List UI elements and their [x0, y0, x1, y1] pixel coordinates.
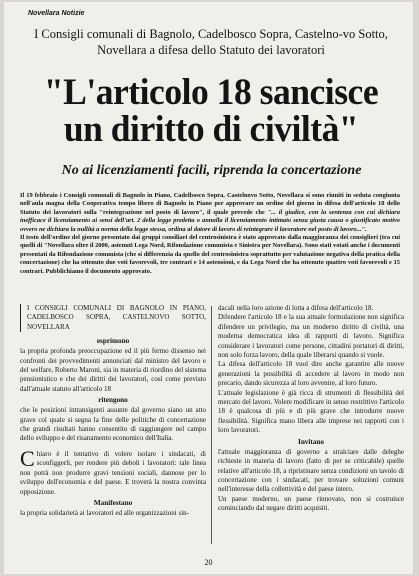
subhead-ritengono: ritengono — [98, 396, 128, 405]
section-label: Novellara Notizie — [28, 10, 85, 17]
subhead-invitano: Invitano — [298, 437, 324, 446]
subhead-esprimono: esprimono — [96, 337, 130, 346]
column-divider — [211, 306, 212, 544]
left-paragraph-2: che le posizioni intransigenti assunte dal governo siano un atto grave col quale si segna la fine delle politiche di concertazione che grandi risultati hanno consentito di raggiungere nel campo dello sviluppo e del risanamento economico dell'Italia. — [20, 406, 206, 443]
right-paragraph-1: dacali nella loro azione di lotta a difesa dell'articolo 18. — [218, 304, 374, 312]
headline: "L'articolo 18 sancisce un diritto di civiltà" — [43, 72, 379, 150]
lead-text-1: Il 19 febbraio i Consigli comunali di Bagnolo in Piano, Cadelbosco Sopra, Castelnovo Sotto, Novellara si sono riuniti in seduta congiunta nell'aula magna della Cooperativa tempo libero di Bagnolo in Piano per approvare un ordine del giorno in difesa dell'articolo 18 dello Statuto dei lavoratori sulla "reintegrazione nel posto di lavoro", il quale prevede che — [20, 192, 400, 216]
right-paragraph-6: Un paese moderno, un paese rinnovato, non si costruisce cominciando dal negare diritti acquisiti. — [218, 494, 404, 513]
right-paragraph-4: L'attuale legislazione è già ricca di strumenti di flessibilità del mercato del lavoro. Volere modificare in senso restrittivo l'articolo 18 è qualcosa di più e di più grave che introdurre nuove flessibilità. Significa mano libera alle imprese nei rapporti con i loro lavoratori. — [218, 388, 404, 435]
lead-quote: "... il giudice, con la sentenza con cui dichiara inefficace il licenziamento ai sensi dell'art. 2 della legge predetta o annulla il licenziamento intimato senza giusta causa o giustificato motivo ovvero ne dichiara la nullità a norma della legge stessa, ordina al datore di lavoro di reintegrare il lavoratore nel posto di lavoro...". — [20, 208, 400, 233]
drop-cap: C — [20, 445, 35, 471]
lead-text-2: Il testo dell'ordine del giorno presentato dai gruppi consiliari del centrosinistra è stato approvato dalla maggioranza dei consiglieri (tra cui quelli di "Novellara oltre il 2000, astenuti Lega Nord, Rifondazione comunista e Sinistra per Novellara). Sono stati votati anche i documenti presentati da Rifondazione comunista (che si differenzia da quello del centrosinistra soprattutto per valutazione negativa della pratica della concertazione) che ha ottenuto due voti favorevoli, tre contrari e 14 astensioni, e da Lega Nord che ha ottenuto quattro voti favorevoli e 15 contrari. Pubblichiamo il documento approvato. — [20, 234, 400, 275]
deck-subtitle: No ai licenziamenti facili, riprenda la concertazione — [61, 163, 362, 178]
box-heading — [20, 304, 206, 332]
right-column — [218, 304, 404, 514]
box-heading-text: I CONSIGLI COMUNALI DI BAGNOLO IN PIANO, CADELBOSCO SOPRA, CASTELNOVO SOTTO, NOVELLARA — [27, 304, 206, 331]
kicker: I Consigli comunali di Bagnolo, Cadelbosco Sopra, Castelno-vo Sotto, Novellara a difesa dello Statuto dei lavoratori — [34, 27, 388, 57]
lead-paragraph — [20, 192, 400, 276]
left-column — [20, 304, 206, 518]
page-number: 20 — [204, 558, 213, 567]
right-paragraph-5: l'attuale maggioranza di governo a stralciare dalle deleghe richieste in materia di lavoro (fatto di per se criticabile) quelle relative all'articolo 18, a ripristinare senza condizioni un tavolo di concertazione con i sindacati, per trovare soluzioni comuni nell'interesse della collettività e del paese intero. — [218, 447, 404, 494]
subhead-manifestano: Manifestano — [93, 498, 133, 507]
left-paragraph-1: la propria profonda preoccupazione ed il più fermo dissenso nei confronti dei provvedimenti annunciati dal ministro del lavoro e del welfare, Roberto Maroni, sia in materia di riordino del sistema pensionistico e che dei diritti dei lavoratori, così come previsto dall'attuale statuto all'articolo 18 — [20, 347, 206, 393]
right-paragraph-3: La difesa dell'articolo 18 vuol dire anche garantire alle nuove generazioni la possibilità di accedere al lavoro in modo non precario, dando sicurezza al loro avvenire, al loro futuro. — [218, 360, 404, 388]
left-paragraph-3-text: hiaro è il tentativo di volere isolare i sindacati, di sconfiggerli, per rendere più deboli i lavoratori: tale linea non potrà non produrre gravi tensioni sociali, dannose per lo sviluppo dell'economia e del paese. E troverà la nostra convinta opposizione. — [20, 449, 206, 496]
newspaper-page — [4, 2, 413, 574]
left-paragraph-4: la propria solidarietà ai lavoratori ed alle organizzazioni sin- — [20, 508, 189, 517]
left-paragraph-3 — [20, 445, 206, 497]
right-paragraph-2: Difendere l'articolo 18 e la sua attuale formulazione non significa difendere un privilegio, ma un moderno diritto di civiltà, una moderna democratica idea di rapporti di lavoro. Significa considerare i lavoratori come persone, cittadini portatori di diritti, non solo forza lavoro, della quale liberarsi quando si vuole. — [218, 313, 404, 360]
